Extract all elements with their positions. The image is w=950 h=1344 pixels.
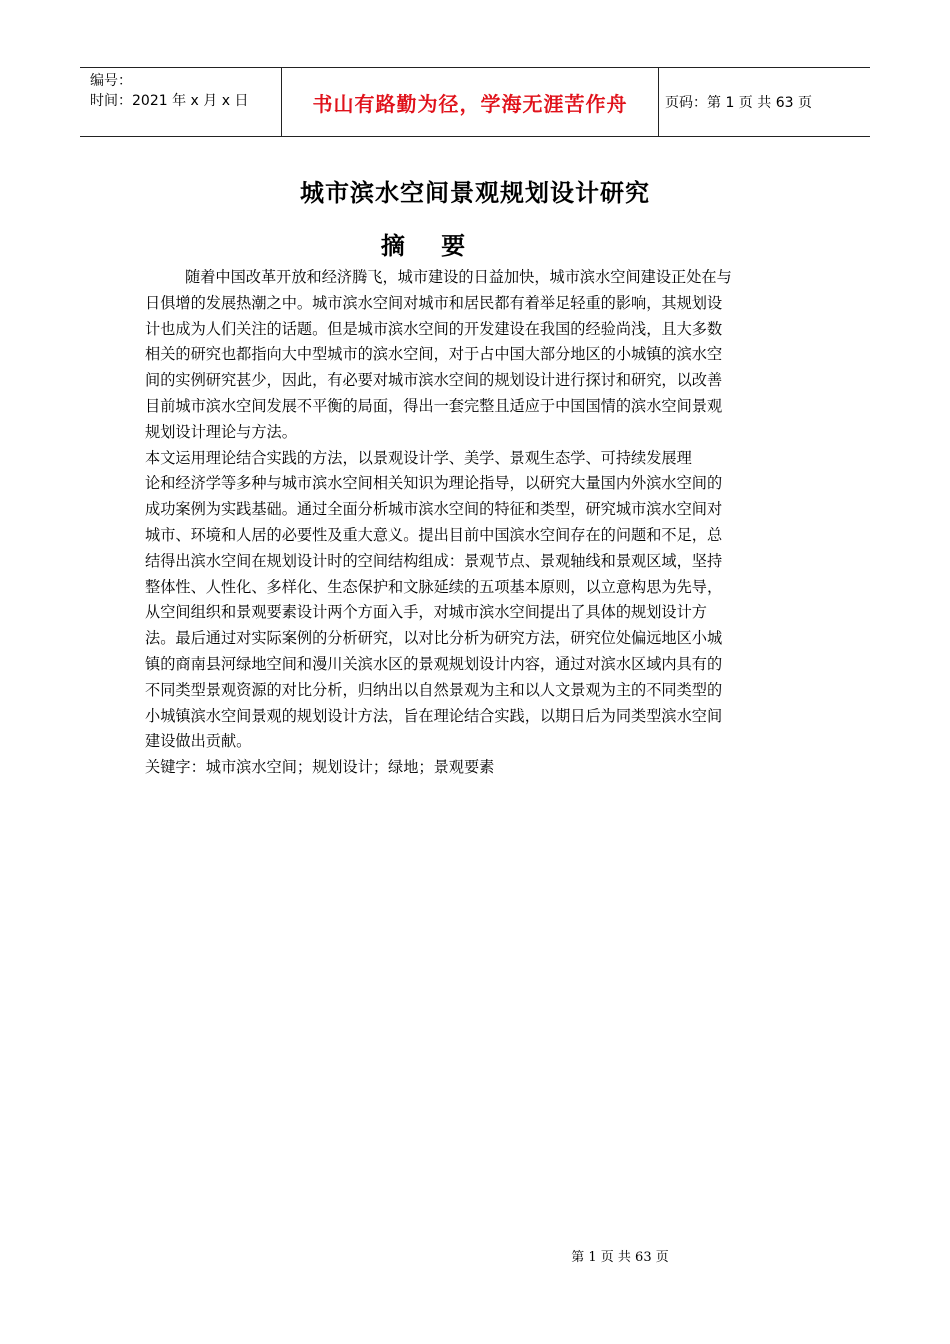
- abstract-line: 随着中国改革开放和经济腾飞，城市建设的日益加快，城市滨水空间建设正处在与: [185, 268, 732, 286]
- number-label: 编号：: [90, 73, 132, 89]
- abstract-body: [145, 265, 795, 781]
- page-info: 页码：第 1 页 共 63 页: [665, 95, 812, 111]
- abstract-line: 城市、环境和人居的必要性及重大意义。提出目前中国滨水空间存在的问题和不足，总: [145, 525, 723, 544]
- abstract-line: 不同类型景观资源的对比分析，归纳出以自然景观为主和以人文景观为主的不同类型的: [145, 680, 723, 699]
- header-meta-cell: [80, 68, 282, 136]
- abstract-line: 论和经济学等多种与城市滨水空间相关知识为理论指导，以研究大量国内外滨水空间的: [145, 474, 723, 493]
- abstract-line: 小城镇滨水空间景观的规划设计方法，旨在理论结合实践，以期日后为同类型滨水空间: [145, 706, 723, 725]
- abstract-line: 结得出滨水空间在规划设计时的空间结构组成：景观节点、景观轴线和景观区域，坚持: [145, 551, 723, 570]
- abstract-line: 日俱增的发展热潮之中。城市滨水空间对城市和居民都有着举足轻重的影响，其规划设: [145, 293, 723, 312]
- abstract-line: 相关的研究也都指向大中型城市的滨水空间，对于占中国大部分地区的小城镇的滨水空: [145, 345, 723, 364]
- abstract-heading: 摘 要: [380, 232, 480, 260]
- page-footer: 第 1 页 共 63 页: [571, 1250, 669, 1265]
- abstract-line: 规划设计理论与方法。: [145, 422, 297, 441]
- abstract-line: 整体性、人性化、多样化、生态保护和文脉延续的五项基本原则，以立意构思为先导，: [145, 577, 723, 596]
- abstract-line: 镇的商南县河绿地空间和漫川关滨水区的景观规划设计内容，通过对滨水区域内具有的: [145, 654, 723, 673]
- header-motto-cell: [282, 68, 659, 136]
- abstract-line: 从空间组织和景观要素设计两个方面入手，对城市滨水空间提出了具体的规划设计方: [145, 603, 707, 622]
- abstract-line: 建设做出贡献。: [145, 732, 252, 751]
- abstract-line: 间的实例研究甚少，因此，有必要对城市滨水空间的规划设计进行探讨和研究，以改善: [145, 371, 723, 390]
- time-label: 时间：2021 年 x 月 x 日: [90, 93, 249, 109]
- abstract-line: 本文运用理论结合实践的方法，以景观设计学、美学、景观生态学、可持续发展理: [145, 448, 692, 467]
- abstract-line: 成功案例为实践基础。通过全面分析城市滨水空间的特征和类型，研究城市滨水空间对: [145, 500, 723, 519]
- header-page-cell: [659, 68, 870, 136]
- abstract-line: 目前城市滨水空间发展不平衡的局面，得出一套完整且适应于中国国情的滨水空间景观: [145, 396, 723, 415]
- motto-text: 书山有路勤为径，学海无涯苦作舟: [312, 91, 628, 116]
- abstract-line: 计也成为人们关注的话题。但是城市滨水空间的开发建设在我国的经验尚浅，且大多数: [145, 319, 723, 338]
- document-header: [80, 67, 870, 137]
- document-title: 城市滨水空间景观规划设计研究: [300, 179, 650, 207]
- keywords-line: 关键字：城市滨水空间；规划设计；绿地；景观要素: [145, 758, 495, 777]
- abstract-line: 法。最后通过对实际案例的分析研究，以对比分析为研究方法，研究位处偏远地区小城: [145, 629, 723, 648]
